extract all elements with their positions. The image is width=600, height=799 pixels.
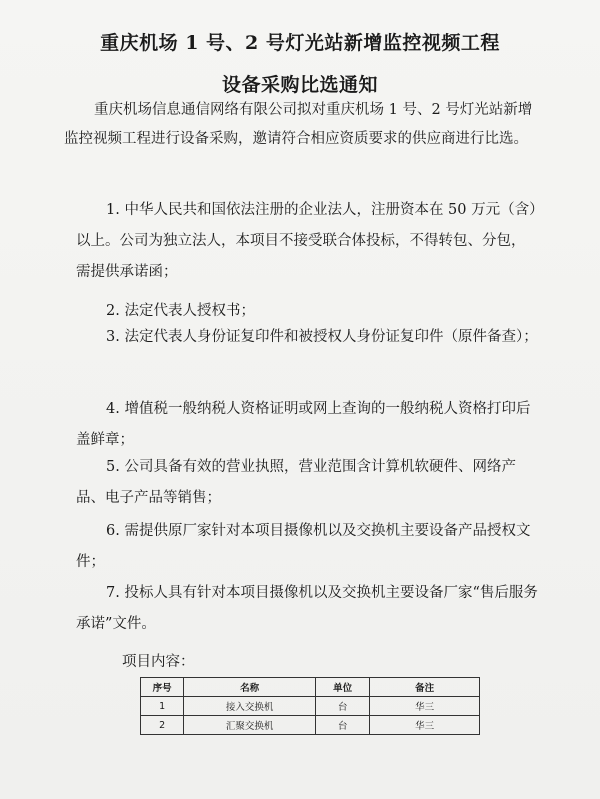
requirement-6: 6. 需提供原厂家针对本项目摄像机以及交换机主要设备产品授权文件； [76, 523, 531, 570]
cell-no: 2 [141, 716, 184, 735]
requirement-1: 1. 中华人民共和国依法注册的企业法人，注册资本在 50 万元（含）以上。公司为独立法人，本项目不接受联合体投标，不得转包、分包，需提供承诺函； [76, 202, 537, 280]
requirement-3: 3. 法定代表人身份证复印件和被授权人身份证复印件（原件备查）； [106, 329, 538, 345]
header-remark: 备注 [370, 678, 480, 697]
table-header-row [141, 678, 480, 697]
cell-unit: 台 [316, 716, 370, 735]
project-items-table [140, 677, 480, 735]
project-content-label: 项目内容： [122, 654, 195, 670]
requirement-2: 2. 法定代表人授权书； [106, 303, 255, 319]
document-title-line-1: 重庆机场 1 号、2 号灯光站新增监控视频工程 [100, 32, 500, 54]
cell-unit: 台 [316, 697, 370, 716]
table-row [141, 697, 480, 716]
header-no: 序号 [141, 678, 184, 697]
requirement-7: 7. 投标人具有针对本项目摄像机以及交换机主要设备厂家“售后服务承诺”文件。 [76, 585, 538, 632]
cell-name: 接入交换机 [184, 697, 316, 716]
requirement-4: 4. 增值税一般纳税人资格证明或网上查询的一般纳税人资格打印后盖鲜章； [76, 401, 531, 448]
intro-paragraph: 重庆机场信息通信网络有限公司拟对重庆机场 1 号、2 号灯光站新增监控视频工程进行设备采购，邀请符合相应资质要求的供应商进行比选。 [64, 102, 533, 147]
cell-remark: 华三 [370, 716, 480, 735]
cell-remark: 华三 [370, 697, 480, 716]
requirement-5: 5. 公司具备有效的营业执照，营业范围含计算机软硬件、网络产品、电子产品等销售； [76, 459, 516, 506]
header-unit: 单位 [316, 678, 370, 697]
cell-no: 1 [141, 697, 184, 716]
cell-name: 汇聚交换机 [184, 716, 316, 735]
table-row [141, 716, 480, 735]
document-title-line-2: 设备采购比选通知 [221, 74, 378, 96]
header-name: 名称 [184, 678, 316, 697]
